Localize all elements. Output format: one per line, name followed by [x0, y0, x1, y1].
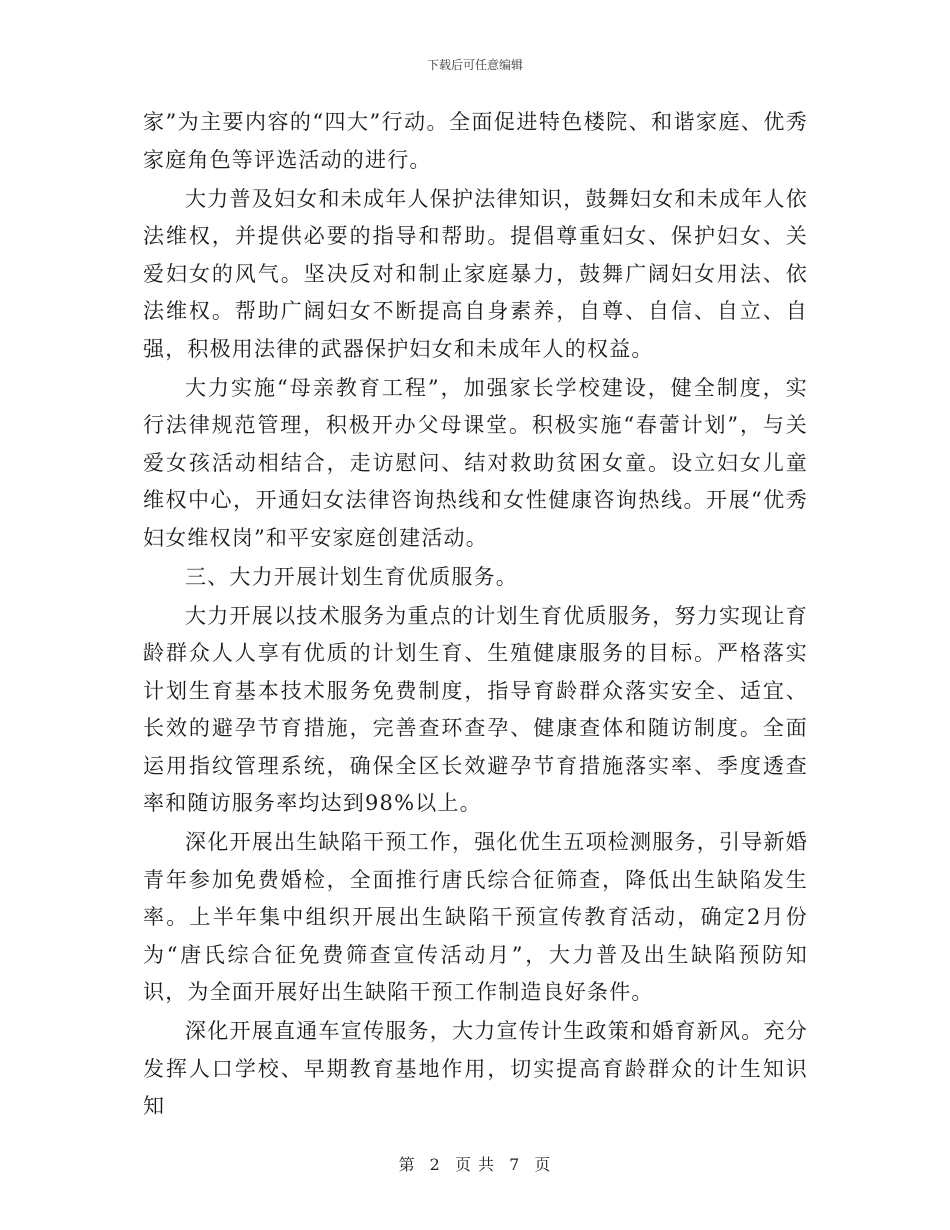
footer-prefix: 第 — [398, 1155, 416, 1174]
current-page-number: 2 — [429, 1155, 441, 1174]
paragraph: 大力普及妇女和未成年人保护法律知识，鼓舞妇女和未成年人依法维权，并提供必要的指导和帮助。提倡尊重妇女、保护妇女、关爱妇女的风气。坚决反对和制止家庭暴力，鼓舞广阔妇女用法、依法维权。帮助广阔妇女不断提高自身素养，自尊、自信、自立、自强，积极用法律的武器保护妇女和未成年人的权益。 — [143, 186, 808, 361]
paragraph: 大力开展以技术服务为重点的计划生育优质服务，努力实现让育龄群众人人享有优质的计划生育、生殖健康服务的目标。严格落实计划生育基本技术服务免费制度，指导育龄群众落实安全、适宜、长效的避孕节育措施，完善查环查孕、健康查体和随访制度。全面运用指纹管理系统，确保全区长效避孕节育措施落实率、季度透查率和随访服务率均达到98%以上。 — [143, 603, 808, 815]
paragraph: 深化开展出生缺陷干预工作，强化优生五项检测服务，引导新婚青年参加免费婚检，全面推行唐氏综合征筛查，降低出生缺陷发生率。上半年集中组织开展出生缺陷干预宣传教育活动，确定2月份为“唐氏综合征免费筛查宣传活动月”，大力普及出生缺陷预防知识，为全面开展好出生缺陷干预工作制造良好条件。 — [143, 830, 808, 1004]
paragraph: 大力实施“母亲教育工程”，加强家长学校建设，健全制度，实行法律规范管理，积极开办父母课堂。积极实施“春蕾计划”，与关爱女孩活动相结合，走访慰问、结对救助贫困女童。设立妇女儿童维权中心，开通妇女法律咨询热线和女性健康咨询热线。开展“优秀妇女维权岗”和平安家庭创建活动。 — [143, 375, 808, 550]
page-footer — [0, 1152, 950, 1175]
header-text: 下载后可任意编辑 — [426, 58, 523, 72]
total-pages-number: 7 — [509, 1155, 521, 1174]
section-heading: 三、大力开展计划生育优质服务。 — [185, 564, 518, 589]
document-body — [143, 104, 808, 1127]
paragraph: 深化开展直通车宣传服务，大力宣传计生政策和婚育新风。充分发挥人口学校、早期教育基地作用，切实提高育龄群众的计生知识知 — [143, 1019, 808, 1118]
paragraph: 家”为主要内容的“四大”行动。全面促进特色楼院、和谐家庭、优秀家庭角色等评选活动的进行。 — [143, 110, 808, 172]
page-header — [0, 56, 950, 73]
footer-middle: 页 共 — [454, 1155, 496, 1174]
footer-suffix: 页 — [534, 1155, 552, 1174]
